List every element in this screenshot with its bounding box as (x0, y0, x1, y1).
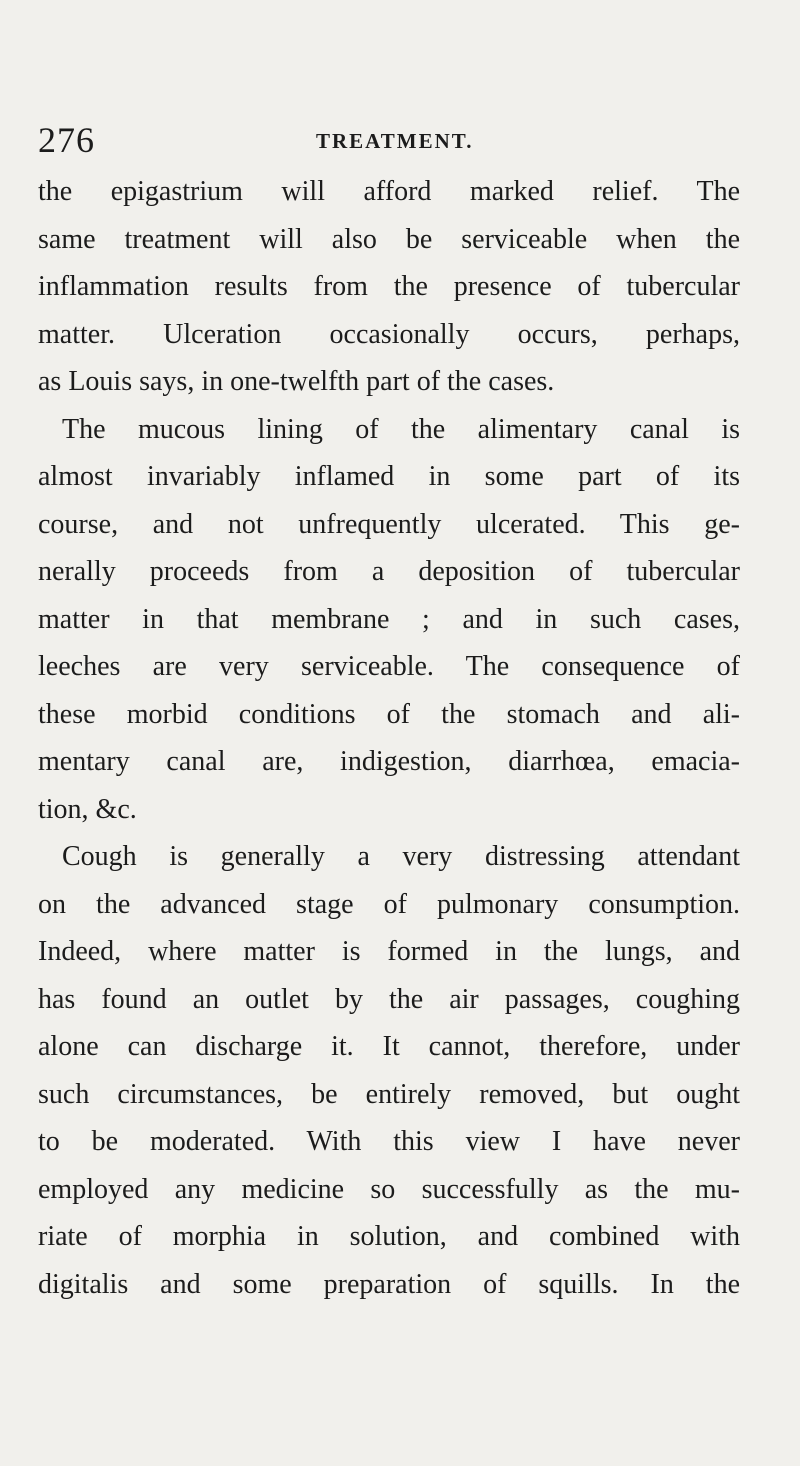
page-header (38, 118, 778, 162)
text-line: almost invariably inflamed in some part of its (38, 461, 740, 492)
text-line: riate of morphia in solution, and combined with (38, 1221, 740, 1252)
text-line: employed any medicine so successfully as the mu- (38, 1173, 740, 1205)
text-line: same treatment will also be serviceable when the (38, 223, 740, 255)
text-line: course, and not unfrequently ulcerated. This ge- (38, 508, 740, 540)
page-number: 276 (38, 120, 95, 160)
text-line: these morbid conditions of the stomach and ali- (38, 698, 740, 730)
text-line: Indeed, where matter is formed in the lungs, and (38, 936, 740, 967)
text-line: digitalis and some preparation of squills. In the (38, 1268, 740, 1300)
text-line: nerally proceeds from a deposition of tubercular (38, 556, 740, 587)
text-line: leeches are very serviceable. The consequence of (38, 651, 740, 682)
text-line: as Louis says, in one-twelfth part of the cases. (38, 366, 555, 397)
text-line: tion, &c. (38, 793, 137, 825)
text-line: has found an outlet by the air passages, coughing (38, 983, 740, 1015)
text-line: on the advanced stage of pulmonary consumption. (38, 888, 740, 920)
body-text (38, 168, 740, 1308)
text-line: the epigastrium will afford marked relief. The (38, 176, 740, 207)
text-line: to be moderated. With this view I have never (38, 1126, 740, 1157)
text-line: alone can discharge it. It cannot, therefore, under (38, 1031, 740, 1062)
text-line: matter in that membrane ; and in such cases, (38, 603, 740, 635)
text-line: matter. Ulceration occasionally occurs, perhaps, (38, 318, 740, 350)
text-line: Cough is generally a very distressing attendant (62, 841, 740, 872)
text-line: such circumstances, be entirely removed, but ought (38, 1078, 740, 1110)
text-line: inflammation results from the presence of tubercular (38, 271, 740, 302)
text-line: The mucous lining of the alimentary canal is (62, 413, 740, 445)
text-line: mentary canal are, indigestion, diarrhœa, emacia- (38, 746, 740, 777)
running-title: TREATMENT. (316, 129, 474, 153)
